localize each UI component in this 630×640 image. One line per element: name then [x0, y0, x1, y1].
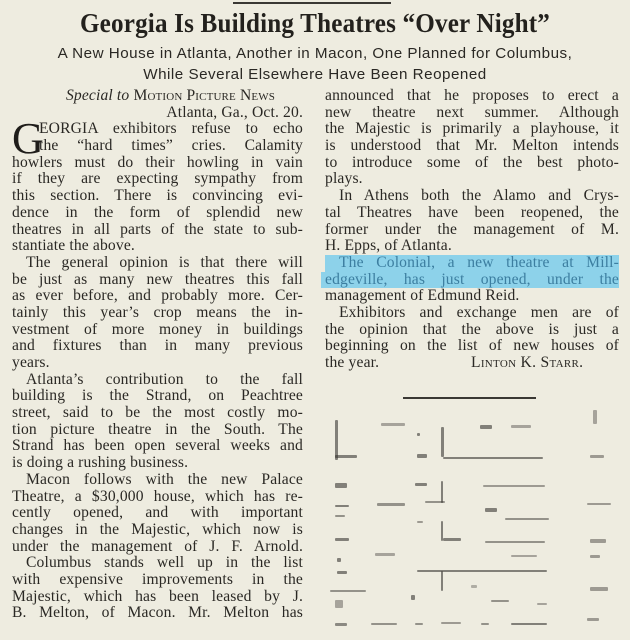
closing-text: the year. [325, 354, 380, 371]
text-line: management of Edmund Reid. [325, 287, 520, 305]
text-line: if they are expecting sympathy from [12, 170, 303, 188]
text-line: is doing a rushing business. [12, 454, 189, 472]
left-column [12, 88, 303, 622]
text-line: changes in the Majestic, which now is [12, 520, 303, 538]
text-line: Columbus stands well up in the list [26, 554, 303, 572]
text-line: to introduce some of the best photo- [325, 153, 619, 171]
headline: Georgia Is Building Theatres “Over Night” [79, 8, 551, 38]
text-line: years. [12, 354, 50, 371]
text-line: Exhibitors and exchange men are of [339, 303, 619, 321]
subhead-line-2: While Several Elsewhere Have Been Reopened [143, 66, 487, 83]
text-line: and fixtures than in many previous [12, 337, 303, 355]
text-line: the Majestic is primarily a playhouse, it [325, 120, 619, 138]
text-line: the opinion that the above is just a [325, 320, 619, 338]
text-line: Majestic, which has been leased by J. [12, 587, 303, 605]
text-line: former under the management of M. [325, 220, 619, 238]
text-line: the “hard times” cries. Calamity [39, 137, 303, 155]
text-line: The general opinion is that there will [26, 253, 303, 271]
text-line: In Athens both the Alamo and Crys- [339, 187, 619, 205]
lead-paragraph [12, 114, 303, 255]
dateline: Atlanta, Ga., Oct. 20. [166, 103, 303, 121]
text-line: tainly this year’s crop means the in- [12, 303, 303, 321]
text-line: dence in the form of splendid new [12, 203, 303, 221]
text-line: cently opened, and with important [12, 504, 303, 522]
text-line: street, said to be the most costly mo- [12, 404, 303, 422]
byline-publication: Motion Picture News [133, 87, 276, 104]
text-line: EORGIA exhibitors refuse to echo [39, 120, 303, 138]
signature-line [325, 355, 619, 372]
byline-special-to: Special to [65, 87, 130, 104]
text-line: theatres in all parts of the state to sub- [12, 220, 303, 238]
text-line: stantiate the above. [12, 237, 135, 255]
text-line: tal Theatres have been reopened, the [325, 203, 619, 221]
text-line: with expensive improvements in the [12, 570, 303, 588]
text-line: plays. [325, 170, 363, 188]
text-line: Theatre, a $30,000 house, which has re- [12, 487, 303, 505]
highlighted-text-line[interactable]: The Colonial, a new theatre at Mill- [325, 255, 619, 272]
subhead-line-1: A New House in Atlanta, Another in Macon, One Planned for Columbus, [57, 45, 573, 62]
byline [12, 88, 303, 105]
text-line: is understood that Mr. Melton intends [325, 137, 619, 155]
text-line: howlers must do their howling in vain [12, 153, 303, 171]
text-line: as ever before, and probably more. Cer- [12, 287, 303, 305]
text-line: be just as many new theatres this fall [12, 270, 303, 288]
signature: Linton K. Starr. [471, 354, 584, 371]
text-line: Macon follows with the new Palace [26, 470, 303, 488]
text-line: tion picture theatre in the South. The [12, 420, 303, 438]
text-line: this section. There is convincing evi- [12, 187, 303, 205]
text-line: H. Epps, of Atlanta. [325, 237, 452, 255]
top-rule [233, 2, 391, 4]
text-line: Strand has been open several weeks and [12, 437, 303, 455]
right-column [325, 88, 619, 372]
text-line: beginning on the list of new houses of [325, 337, 619, 355]
text-line: vestment of more money in buildings [12, 320, 303, 338]
text-line: Atlanta’s contribution to the fall [26, 370, 303, 388]
text-line: announced that he proposes to erect a [325, 87, 619, 104]
end-rule [403, 397, 536, 399]
text-line: building is the Strand, on Peachtree [12, 387, 303, 405]
text-line: new theatre next summer. Although [325, 103, 619, 121]
text-line: B. Melton, of Macon. Mr. Melton has [12, 604, 303, 622]
subhead [0, 43, 630, 85]
drop-cap: G [12, 114, 44, 164]
text-line: under the management of J. F. Arnold. [12, 537, 303, 555]
highlighted-text-line[interactable]: edgeville, has just opened, under the [321, 272, 619, 289]
faded-illegible-print-area [325, 405, 625, 635]
